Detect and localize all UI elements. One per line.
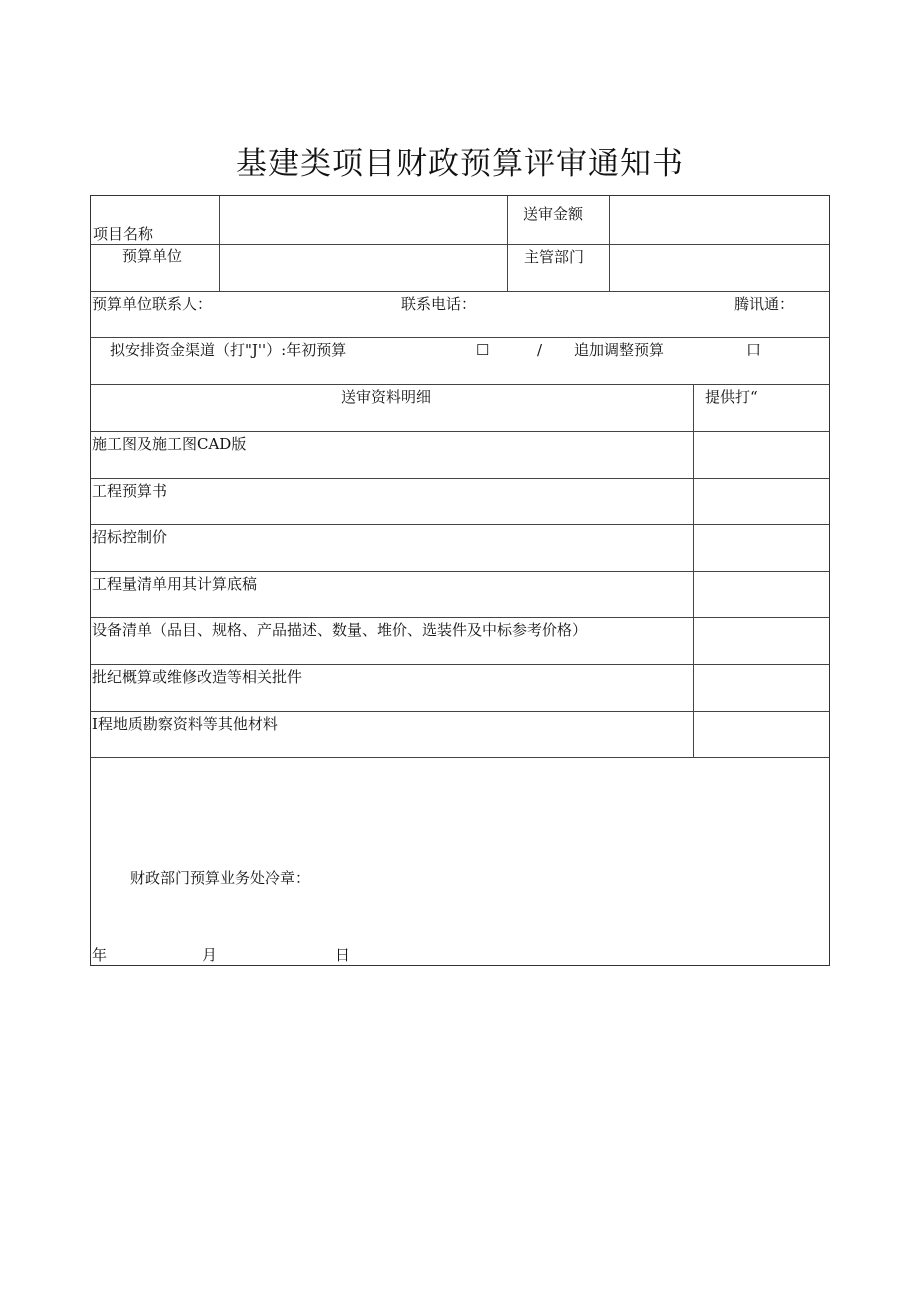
material-item: 工程量清单用其计算底稿	[92, 575, 258, 593]
funding-separator: /	[537, 341, 543, 359]
funding-channel-label: 拟安排资金渠道（打"J''）:年初预算	[110, 341, 347, 359]
materials-header: 送审资料明细	[341, 388, 432, 406]
budget-unit-label: 预算单位	[122, 247, 183, 265]
row-divider	[91, 291, 829, 292]
material-item: 设备清单（品目、规格、产品描述、数量、堆价、选装件及中标参考价格）	[92, 621, 588, 639]
date-year-label: 年	[92, 946, 108, 964]
budget-unit-field[interactable]	[220, 245, 507, 291]
column-divider	[507, 196, 508, 291]
seal-label: 财政部门预算业务处冷章：	[130, 869, 311, 887]
page-title: 基建类项目财政预算评审通知书	[236, 146, 684, 182]
material-item: 施工图及施工图CAD版	[92, 435, 247, 453]
row-divider	[91, 337, 829, 338]
material-item: 批纪概算或维修改造等相关批件	[92, 668, 303, 686]
initial-budget-checkbox[interactable]: ☐	[476, 341, 490, 359]
date-day-label: 日	[335, 946, 351, 964]
row-divider	[91, 384, 829, 385]
submit-amount-field[interactable]	[610, 196, 829, 244]
review-form-table	[90, 195, 830, 966]
submit-amount-label: 送审金额	[523, 205, 584, 223]
row-divider	[91, 757, 829, 758]
material-provided-cell[interactable]	[694, 525, 829, 571]
material-provided-cell[interactable]	[694, 432, 829, 478]
project-name-field[interactable]	[220, 196, 507, 244]
material-provided-cell[interactable]	[694, 712, 829, 757]
provided-header: 提供打“	[705, 388, 758, 406]
material-item: 工程预算书	[92, 482, 168, 500]
material-provided-cell[interactable]	[694, 618, 829, 664]
phone-label: 联系电话：	[401, 295, 477, 313]
tencent-label: 腾讯通：	[734, 295, 795, 313]
material-provided-cell[interactable]	[694, 479, 829, 524]
material-provided-cell[interactable]	[694, 665, 829, 711]
project-name-label: 项目名称	[93, 225, 154, 243]
additional-budget-label: 追加调整预算	[574, 341, 665, 359]
date-month-label: 月	[202, 946, 218, 964]
material-provided-cell[interactable]	[694, 572, 829, 617]
supervising-dept-field[interactable]	[610, 245, 829, 291]
contact-person-label: 预算单位联系人：	[92, 295, 213, 313]
material-item: 招标控制价	[92, 528, 168, 546]
material-item: I程地质勘察资料等其他材料	[92, 715, 278, 733]
additional-budget-checkbox[interactable]: 口	[746, 341, 762, 359]
supervising-dept-label: 主管部门	[524, 248, 585, 266]
